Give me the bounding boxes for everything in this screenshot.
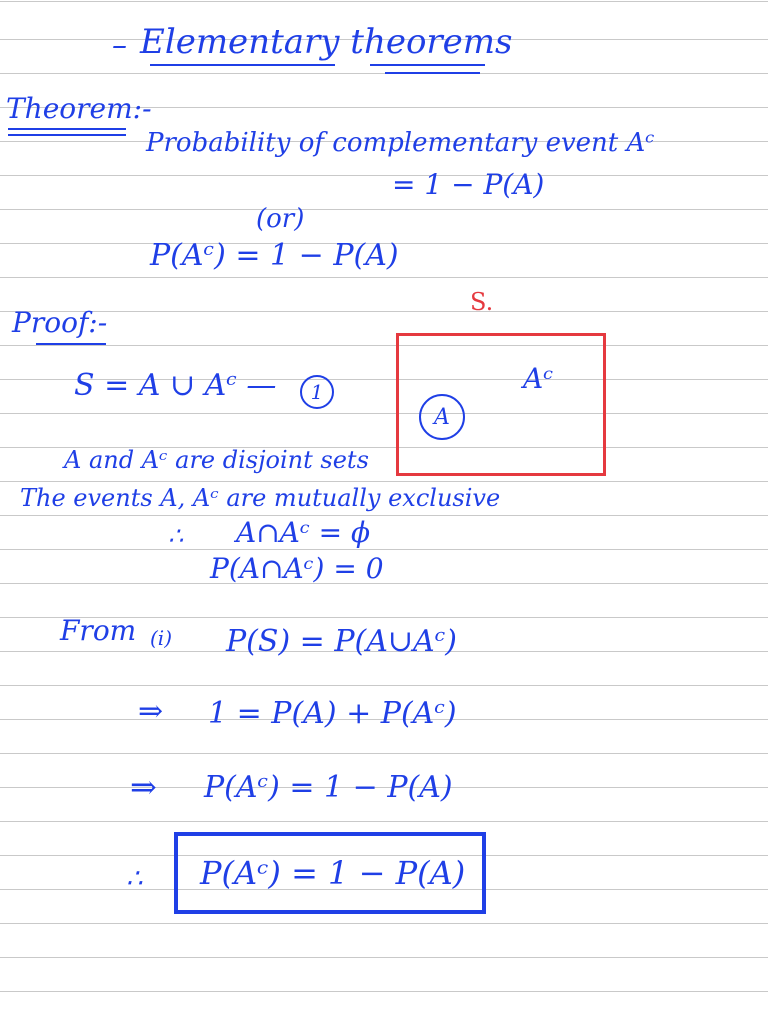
theorem-label: Theorem:-	[6, 92, 152, 125]
or-label: (or)	[256, 204, 305, 234]
theorem-equation-2: P(Aᶜ) = 1 − P(A)	[150, 238, 399, 273]
title-underline-2	[370, 64, 485, 66]
theorem-underline-2	[8, 134, 126, 136]
proof-underline	[36, 343, 106, 345]
disjoint-line: A and Aᶜ are disjoint sets	[64, 446, 369, 474]
theorem-text: Probability of complementary event Aᶜ	[146, 128, 655, 158]
venn-diagram	[396, 333, 606, 476]
theorem-equation-1: = 1 − P(A)	[392, 168, 545, 201]
therefore-symbol-2: ∴	[126, 864, 143, 894]
from-equation: P(S) = P(A∪Aᶜ)	[226, 624, 457, 659]
complement-label: Aᶜ	[523, 362, 554, 395]
final-result-box	[174, 832, 486, 914]
prob-intersection-line: P(A∩Aᶜ) = 0	[210, 552, 384, 585]
theorem-underline	[8, 128, 126, 130]
therefore-symbol-1: ∴	[168, 522, 184, 550]
from-label: From	[60, 614, 137, 647]
final-equation: P(Aᶜ) = 1 − P(A)	[200, 854, 466, 892]
title-dash: –	[112, 28, 127, 63]
step-1-equation: S = A ∪ Aᶜ —	[74, 368, 277, 403]
exclusive-line: The events A, Aᶜ are mutually exclusive	[20, 484, 501, 512]
implies-equation-1: 1 = P(A) + P(Aᶜ)	[208, 696, 457, 731]
page-title: Elementary theorems	[140, 22, 513, 62]
intersection-line: A∩Aᶜ = ϕ	[236, 516, 371, 549]
implies-equation-2: P(Aᶜ) = 1 − P(A)	[204, 770, 453, 805]
implies-symbol-1: ⇒	[138, 694, 164, 729]
step-1-ref: 1	[300, 375, 334, 409]
from-ref: (i)	[150, 626, 173, 650]
sample-space-label: S.	[470, 288, 494, 316]
proof-label: Proof:-	[12, 306, 108, 339]
set-a-circle	[419, 394, 465, 440]
title-underline-3	[385, 72, 480, 74]
implies-symbol-2: ⇒	[130, 768, 157, 806]
set-a-label: A	[434, 404, 450, 430]
title-underline	[150, 64, 335, 66]
